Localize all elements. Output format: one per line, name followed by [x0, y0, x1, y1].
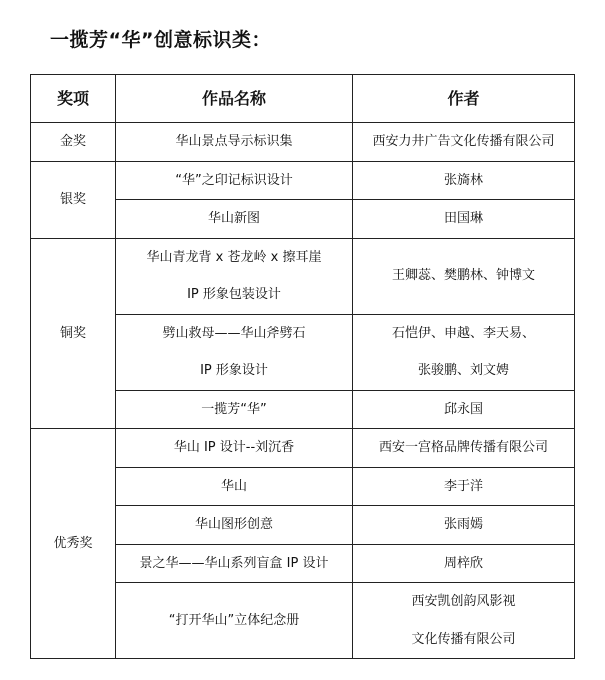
author-cell: 王卿蕊、樊鹏林、钟博文 [353, 238, 575, 314]
work-cell [116, 314, 353, 390]
author-cell: 西安一宫格品牌传播有限公司 [353, 429, 575, 468]
work-cell: 景之华——华山系列盲盒 IP 设计 [116, 544, 353, 583]
award-cell-gold: 金奖 [31, 123, 116, 162]
table-header-row [31, 75, 575, 123]
award-cell-silver: 银奖 [31, 161, 116, 238]
author-cell: 周梓欣 [353, 544, 575, 583]
author-cell [353, 583, 575, 659]
column-header-work: 作品名称 [116, 75, 353, 123]
work-cell: 华山新图 [116, 200, 353, 239]
table-row [31, 238, 575, 314]
work-line: IP 形象设计 [200, 363, 268, 378]
award-cell-bronze: 铜奖 [31, 238, 116, 429]
work-line: IP 形象包装设计 [187, 287, 281, 302]
table-row [31, 429, 575, 468]
table-row [31, 161, 575, 200]
work-line: 华山青龙背 x 苍龙岭 x 擦耳崖 [146, 249, 322, 265]
work-cell: 一揽芳“华” [116, 390, 353, 429]
section-heading: 一揽芳“华”创意标识类： [50, 29, 271, 51]
work-cell: “华”之印记标识设计 [116, 161, 353, 200]
author-cell: 张雨嫣 [353, 506, 575, 545]
work-cell: 华山景点导示标识集 [116, 123, 353, 162]
author-cell: 田国琳 [353, 200, 575, 239]
author-cell: 张旖林 [353, 161, 575, 200]
author-line: 文化传播有限公司 [411, 631, 516, 647]
work-cell: 华山 [116, 467, 353, 506]
work-cell [116, 238, 353, 314]
author-line: 石恺伊、申越、李天易、 [391, 325, 535, 341]
table-row [31, 123, 575, 162]
work-cell: 华山图形创意 [116, 506, 353, 545]
column-header-award: 奖项 [31, 75, 116, 123]
work-line: 劈山救母——华山斧劈石 [162, 325, 306, 341]
author-cell [353, 314, 575, 390]
author-line: 西安凯创韵风影视 [411, 594, 516, 609]
work-cell: “打开华山”立体纪念册 [116, 583, 353, 659]
award-cell-excellence: 优秀奖 [31, 429, 116, 659]
author-cell: 西安力井广告文化传播有限公司 [353, 123, 575, 162]
column-header-author: 作者 [353, 75, 575, 123]
author-cell: 邱永国 [353, 390, 575, 429]
author-line: 张骏鹏、刘文娉 [417, 363, 509, 378]
work-cell: 华山 IP 设计--刘沉香 [116, 429, 353, 468]
awards-table [30, 74, 575, 659]
author-cell: 李于洋 [353, 467, 575, 506]
